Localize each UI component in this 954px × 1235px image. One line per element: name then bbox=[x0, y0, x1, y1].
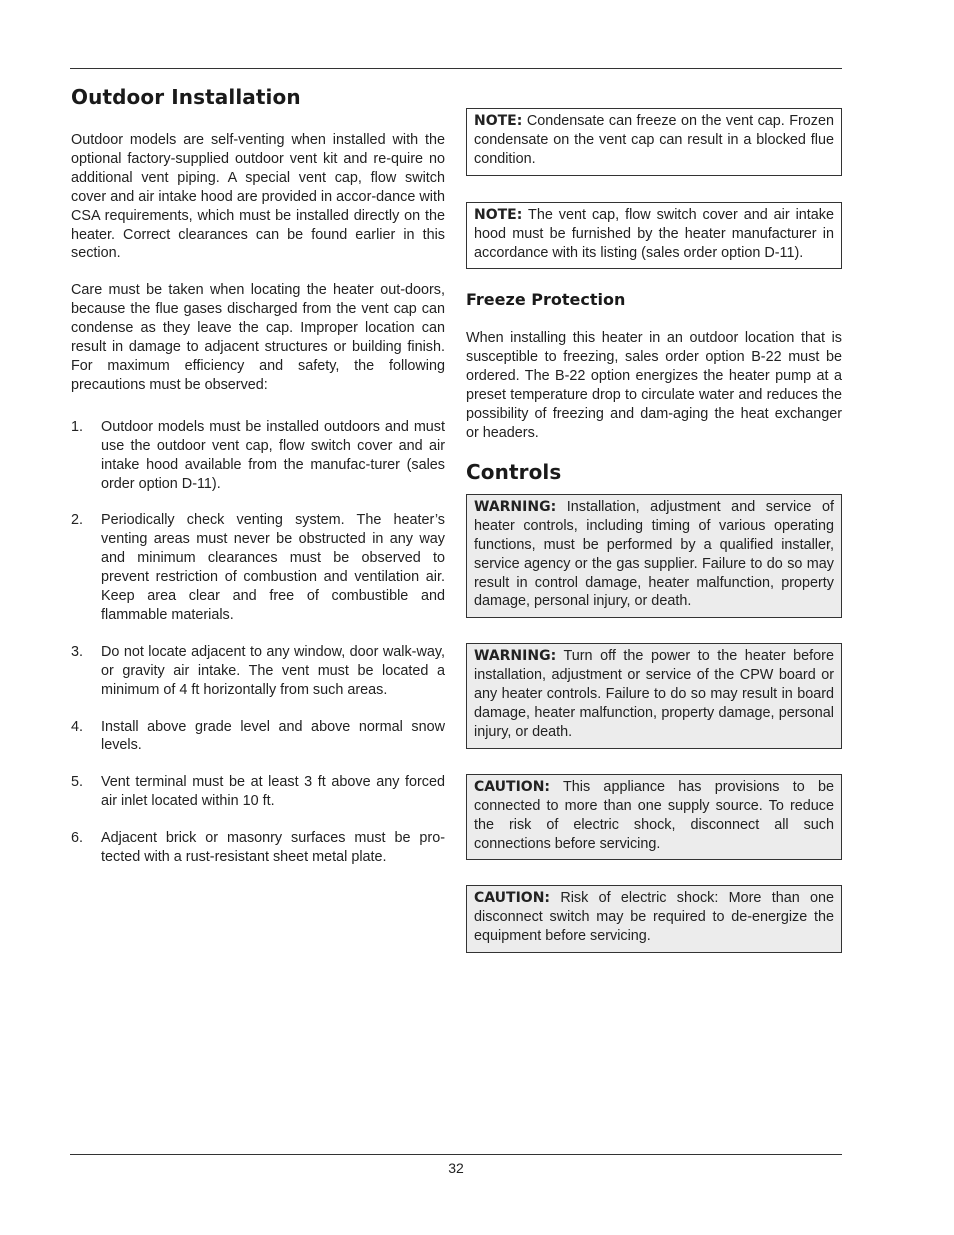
care-paragraph: Care must be taken when locating the heater out-doors, because the flue gases discharged from the vent cap can condense as they leave the cap. Improper location can result in damage to adjacent structures or building finish. For maximum efficiency and safety, the following precautions must be observed: bbox=[71, 282, 445, 393]
warning-text: Installation, adjustment and service of heater controls, including timing of various operating functions, must be performed by a qualified installer, service agency or the gas supplier. Failure to do so may result in control damage, heater malfunction, property damage, personal injury, or death. bbox=[474, 498, 834, 610]
top-rule bbox=[70, 68, 842, 69]
list-item-number: 6. bbox=[71, 830, 84, 847]
warning-box-controls bbox=[466, 494, 842, 618]
list-item-number: 1. bbox=[71, 418, 84, 435]
list-item bbox=[71, 829, 445, 867]
list-item bbox=[71, 643, 445, 700]
left-column bbox=[71, 85, 445, 867]
note-box-condensate bbox=[466, 108, 842, 176]
list-item bbox=[71, 718, 445, 756]
note-text: Condensate can freeze on the vent cap. Frozen condensate on the vent cap can result in a blocked flue condition. bbox=[474, 113, 835, 167]
right-column bbox=[466, 108, 842, 953]
page-number: 32 bbox=[448, 1160, 464, 1176]
list-item-text: Periodically check venting system. The heater’s venting areas must never be obstructed in any way and minimum clearances must be observed to prevent restriction of combustion and ventilation air. Keep area clear and free of combustible and flammable materials. bbox=[101, 512, 445, 623]
list-item bbox=[71, 773, 445, 811]
list-item-number: 3. bbox=[71, 643, 84, 660]
caution-text: Risk of electric shock: More than one disconnect switch may be required to de-energize the equipment before servicing. bbox=[474, 890, 835, 945]
outdoor-installation-heading: Outdoor Installation bbox=[71, 85, 301, 109]
list-item-text: Vent terminal must be at least 3 ft above any forced air inlet located within 10 ft. bbox=[101, 774, 445, 810]
caution-text: This appliance has provisions to be connected to more than one supply source. To reduce the risk of electric shock, disconnect all such connections before servicing. bbox=[474, 778, 834, 852]
note-text: The vent cap, flow switch cover and air intake hood must be furnished by the heater manufacturer in accordance with its listing (sales order option D-11). bbox=[474, 206, 834, 261]
list-item-number: 5. bbox=[71, 774, 84, 791]
controls-heading: Controls bbox=[466, 459, 562, 484]
note-box-vent-cap bbox=[466, 202, 842, 270]
list-item bbox=[71, 418, 445, 494]
caution-box-shock bbox=[466, 885, 842, 953]
warning-label: WARNING: bbox=[474, 498, 557, 515]
list-item bbox=[71, 511, 445, 624]
list-item-text: Install above grade level and above normal snow levels. bbox=[101, 718, 445, 754]
outdoor-intro-paragraph: Outdoor models are self-venting when installed with the optional factory-supplied outdoor vent kit and re-quire no additional vent piping. A special vent cap, flow switch cover and air intake hood are provided in accor-dance with CSA requirements, which must be installed directly on the heater. Correct clearances can be found earlier in this section. bbox=[71, 132, 445, 262]
list-item-text: Do not locate adjacent to any window, door walk-way, or gravity air intake. The vent must be located a minimum of 4 ft horizontally from such areas. bbox=[101, 643, 445, 698]
list-item-text: Outdoor models must be installed outdoors and must use the outdoor vent cap, flow switch cover and air intake hood available from the manufac-turer (sales order option D-11). bbox=[101, 418, 445, 492]
freeze-protection-paragraph: When installing this heater in an outdoor location that is susceptible to freezing, sales order option B-22 must be ordered. The B-22 option energizes the heater pump at a preset temperature drop to circulate water and reduces the possibility of freezing and dam-aging the heat exchanger or headers. bbox=[466, 330, 842, 441]
note-label: NOTE: bbox=[474, 206, 523, 223]
list-item-text: Adjacent brick or masonry surfaces must be pro-tected with a rust-resistant sheet metal plate. bbox=[101, 830, 445, 866]
warning-label: WARNING: bbox=[474, 648, 557, 665]
list-item-number: 4. bbox=[71, 718, 84, 735]
freeze-protection-heading: Freeze Protection bbox=[466, 290, 626, 310]
bottom-rule bbox=[70, 1154, 842, 1155]
list-item-number: 2. bbox=[71, 512, 84, 529]
warning-text: Turn off the power to the heater before installation, adjustment or service of the CPW board or any heater controls. Failure to do so may result in board damage, heater malfunction, property damage, personal injury, or death. bbox=[474, 648, 834, 740]
note-label: NOTE: bbox=[474, 113, 523, 129]
caution-box-supply bbox=[466, 774, 842, 861]
warning-box-power bbox=[466, 643, 842, 749]
caution-label: CAUTION: bbox=[474, 778, 551, 795]
caution-label: CAUTION: bbox=[474, 890, 551, 907]
precautions-list bbox=[71, 418, 445, 867]
